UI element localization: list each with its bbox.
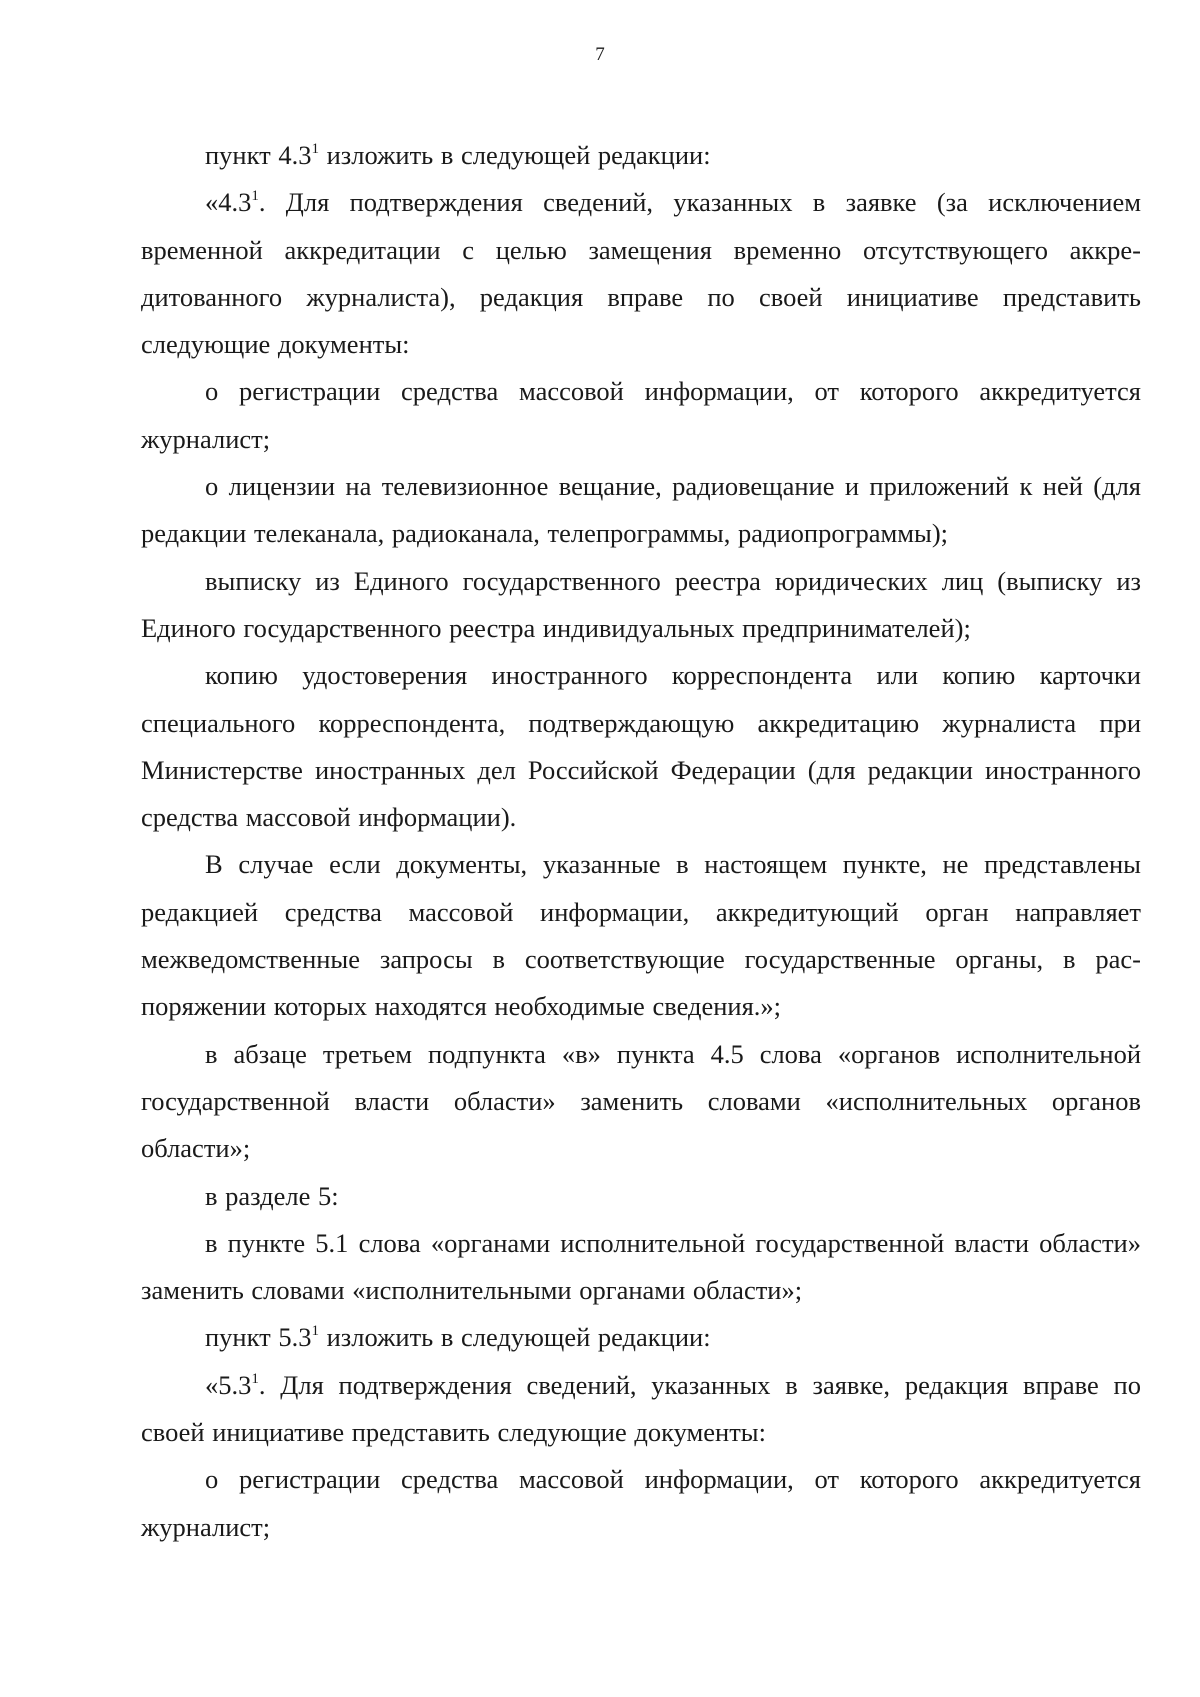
paragraph: пункт $4.3^1$ изложить в следующей редакции: xyxy=(205,140,711,170)
paragraph: в разделе 5: xyxy=(205,1180,339,1211)
paragraph: о лицензии на телевизионное вещание, радиовещание и приложений к ней (для редакции телеканала, радиоканала, телепрограммы, радиопрограммы); xyxy=(141,471,1141,549)
paragraph: о регистрации средства массовой информации, от которого аккредитуется журналист; xyxy=(141,376,1141,454)
paragraph: копию удостоверения иностранного корреспондента или копию карточки специального корреспондента, подтверждающую аккредитацию журналиста при Министерстве иностранных дел Российской Федерации (для редакции иностранного средства массовой информации). xyxy=(141,660,1141,833)
paragraph: пункт $5.3^1$ изложить в следующей редакции: xyxy=(205,1322,711,1353)
paragraph: о регистрации средства массовой информации, от которого аккредитуется журналист; xyxy=(141,1464,1141,1542)
paragraph: В случае если документы, указанные в настоящем пункте, не представлены редакцией средства массовой информации, аккредитующий орган направляет межведомственные запросы в соответствующие государственные органы, в распоряжении которых находятся необходимые сведения.»; xyxy=(141,849,1141,1022)
paragraph: в пункте 5.1 слова «органами исполнительной государственной власти области» заменить словами «исполнительными органами области»; xyxy=(141,1227,1141,1306)
paragraph: в абзаце третьем подпункта «в» пункта 4.5 слова «органов исполнительной государственной власти области» заменить словами «исполнительных органов области»; xyxy=(141,1038,1141,1164)
paragraph: «$4.3^1$. Для подтверждения сведений, указанных в заявке (за исключением временной аккредитации с целью замещения временно отсутствующего аккредитованного журналиста), редакция вправе по своей инициативе представить следующие документы: xyxy=(141,187,1141,360)
superscript: 1 xyxy=(251,188,259,205)
superscript: 1 xyxy=(311,141,319,157)
page-number: 7 xyxy=(595,44,605,65)
document-body xyxy=(141,132,1141,1551)
paragraph: выписку из Единого государственного реестра юридических лиц (выписку из Единого государственного реестра индивидуальных предпринимателей); xyxy=(141,565,1141,643)
paragraph: «$5.3^1$. Для подтверждения сведений, указанных в заявке, редакция вправе по своей инициативе представить следующие документы: xyxy=(141,1369,1141,1448)
superscript: 1 xyxy=(251,1370,259,1387)
superscript: 1 xyxy=(311,1323,319,1340)
